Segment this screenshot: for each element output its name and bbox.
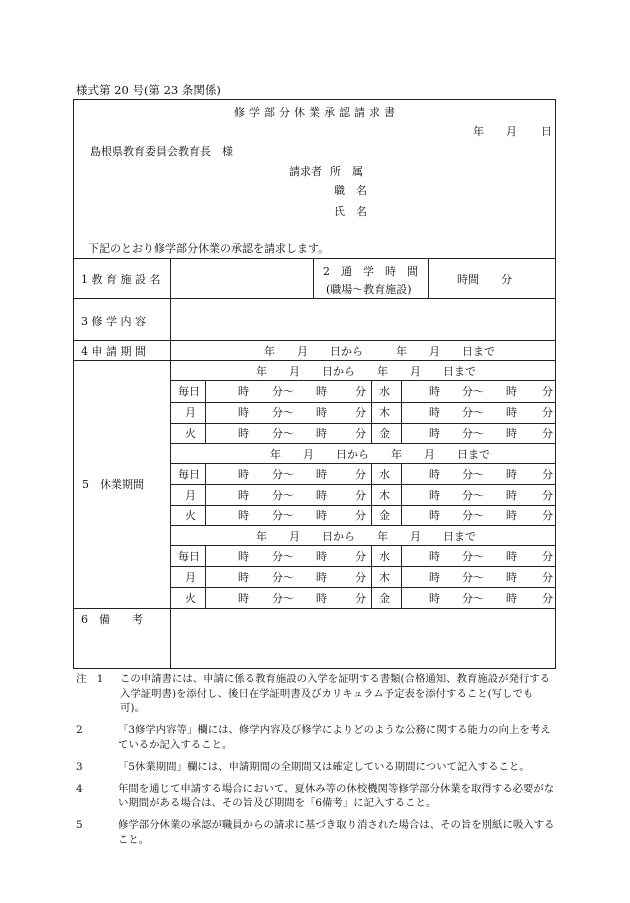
note-text: この申請書には、申請に係る教育施設の入学を証明する書類(合格通知、教育施設が発行する入学証明書)を添付し、後日在学証明書及びカリキュラム予定表を添付すること(写しでも可)。 <box>120 673 551 714</box>
commute-sublabel: (職場～教育施設) <box>326 283 412 296</box>
time-cell-h1: 時 <box>429 406 440 419</box>
time-cell-h1: 時 <box>238 550 249 563</box>
day-right: 水 <box>379 468 390 481</box>
form-title: 修学部分休業承認請求書 <box>234 106 399 119</box>
time-cell-m1: 分～ <box>462 427 484 440</box>
time-cell-h1: 時 <box>238 571 249 584</box>
day-left: 火 <box>185 427 196 440</box>
commute-value: 時間 分 <box>457 273 512 286</box>
time-cell-h2: 時 <box>506 427 517 440</box>
time-cell-h1: 時 <box>429 385 440 398</box>
day-left: 月 <box>185 406 196 419</box>
notes-section <box>76 672 556 855</box>
time-cell-m1: 分～ <box>272 489 294 502</box>
commute-label: 2 通 学 時 間 <box>323 265 418 278</box>
time-cell-m2: 分 <box>355 509 366 522</box>
time-cell-m1: 分～ <box>462 550 484 563</box>
form-number-label: 様式第 20 号(第 23 条関係) <box>76 83 221 97</box>
time-cell-h2: 時 <box>506 406 517 419</box>
time-cell-h2: 時 <box>316 385 327 398</box>
time-cell-h2: 時 <box>316 406 327 419</box>
time-cell-m2: 分 <box>542 592 553 605</box>
time-cell-h1: 時 <box>238 468 249 481</box>
time-cell-m1: 分～ <box>272 385 294 398</box>
day-left: 毎日 <box>178 468 200 481</box>
time-cell-m2: 分 <box>355 427 366 440</box>
request-form-table <box>73 99 556 669</box>
time-cell-m2: 分 <box>355 592 366 605</box>
time-cell-h2: 時 <box>316 427 327 440</box>
note-number: 2 <box>76 724 83 736</box>
time-cell-h2: 時 <box>316 509 327 522</box>
time-cell-m1: 分～ <box>272 427 294 440</box>
day-left: 毎日 <box>178 550 200 563</box>
day-right: 木 <box>379 571 390 584</box>
time-cell-h2: 時 <box>506 592 517 605</box>
time-cell-m2: 分 <box>542 571 553 584</box>
time-cell-m1: 分～ <box>272 571 294 584</box>
time-cell-h1: 時 <box>238 592 249 605</box>
note-number: 4 <box>76 782 83 795</box>
note-5 <box>76 818 556 847</box>
time-cell-m2: 分 <box>542 468 553 481</box>
time-cell-m2: 分 <box>355 406 366 419</box>
time-cell-h2: 時 <box>506 550 517 563</box>
note-text: 「5休業期間」欄には、申請期間の全期間又は確定している期間について記入すること。 <box>118 760 530 773</box>
note-number: 3 <box>76 760 83 773</box>
date-day: 日 <box>541 125 552 138</box>
leave-range-2: 年 月 日から 年 月 日まで <box>270 448 490 461</box>
time-cell-m1: 分～ <box>462 571 484 584</box>
leave-label: 5 休業期間 <box>82 478 144 491</box>
requester-position: 職 名 <box>334 184 367 197</box>
day-left: 毎日 <box>178 385 200 398</box>
time-cell-h2: 時 <box>506 385 517 398</box>
time-cell-h2: 時 <box>316 489 327 502</box>
time-cell-m2: 分 <box>542 406 553 419</box>
time-cell-h1: 時 <box>238 509 249 522</box>
date-month: 月 <box>506 125 517 138</box>
note-text: 「3修学内容等」欄には、修学内容及び修学によりどのような公務に関する能力の向上を考えているか記入すること。 <box>118 724 551 751</box>
time-cell-m2: 分 <box>542 509 553 522</box>
time-cell-m1: 分～ <box>272 509 294 522</box>
note-number: 注 1 <box>76 673 104 685</box>
time-cell-m1: 分～ <box>462 592 484 605</box>
note-number: 5 <box>76 819 83 831</box>
note-3 <box>76 760 556 775</box>
requester-affiliation: 所 属 <box>330 165 363 178</box>
facility-label: 1 教 育 施 設 名 <box>81 273 161 286</box>
day-right: 木 <box>379 406 390 419</box>
time-cell-m2: 分 <box>542 550 553 563</box>
addressee: 島根県教育委員会教育長 様 <box>90 145 233 158</box>
time-cell-h1: 時 <box>429 550 440 563</box>
time-cell-h1: 時 <box>238 427 249 440</box>
time-cell-m2: 分 <box>355 571 366 584</box>
time-cell-h2: 時 <box>506 489 517 502</box>
time-cell-m1: 分～ <box>272 550 294 563</box>
day-left: 月 <box>185 571 196 584</box>
leave-range-1: 年 月 日から 年 月 日まで <box>256 365 476 378</box>
time-cell-m1: 分～ <box>272 468 294 481</box>
requester-name: 氏 名 <box>334 205 367 218</box>
period-label: 4 申 請 期 間 <box>81 345 146 358</box>
time-cell-h2: 時 <box>316 592 327 605</box>
time-cell-m2: 分 <box>355 550 366 563</box>
note-1 <box>76 672 556 716</box>
time-cell-m1: 分～ <box>272 406 294 419</box>
time-cell-h2: 時 <box>316 468 327 481</box>
time-cell-h1: 時 <box>238 385 249 398</box>
time-cell-h1: 時 <box>238 489 249 502</box>
time-cell-h1: 時 <box>429 427 440 440</box>
day-left: 火 <box>185 592 196 605</box>
day-right: 金 <box>379 509 390 522</box>
note-2 <box>76 723 556 752</box>
note-text: 年間を通じて申請する場合において、夏休み等の休校機関等修学部分休業を取得する必要がない期間がある場合は、その旨及び期間を「6備考」に記入すること。 <box>118 782 555 809</box>
day-left: 月 <box>185 489 196 502</box>
leave-range-3: 年 月 日から 年 月 日まで <box>256 530 476 543</box>
time-cell-m1: 分～ <box>462 468 484 481</box>
time-cell-h1: 時 <box>429 509 440 522</box>
note-text: 修学部分休業の承認が職員からの請求に基づき取り消された場合は、その旨を別紙に吸入すること。 <box>118 819 555 846</box>
time-cell-m2: 分 <box>542 427 553 440</box>
time-cell-m1: 分～ <box>462 489 484 502</box>
day-right: 水 <box>379 385 390 398</box>
time-cell-m1: 分～ <box>462 406 484 419</box>
remarks-label: 6 備 考 <box>81 613 143 626</box>
intro-text: 下記のとおり修学部分休業の承認を請求します。 <box>88 242 330 255</box>
time-cell-m2: 分 <box>355 385 366 398</box>
time-cell-h2: 時 <box>506 468 517 481</box>
requester-label: 請求者 <box>289 165 322 178</box>
time-cell-h1: 時 <box>429 592 440 605</box>
time-cell-h1: 時 <box>238 406 249 419</box>
day-left: 火 <box>185 509 196 522</box>
time-cell-h2: 時 <box>316 571 327 584</box>
time-cell-h2: 時 <box>316 550 327 563</box>
day-right: 水 <box>379 550 390 563</box>
time-cell-m1: 分～ <box>462 385 484 398</box>
day-right: 木 <box>379 489 390 502</box>
time-cell-h1: 時 <box>429 468 440 481</box>
time-cell-m2: 分 <box>355 489 366 502</box>
time-cell-m2: 分 <box>542 489 553 502</box>
note-4 <box>76 782 556 811</box>
date-year: 年 <box>473 125 484 138</box>
time-cell-m1: 分～ <box>272 592 294 605</box>
day-right: 金 <box>379 427 390 440</box>
time-cell-m2: 分 <box>355 468 366 481</box>
time-cell-m2: 分 <box>542 385 553 398</box>
time-cell-h2: 時 <box>506 509 517 522</box>
time-cell-h1: 時 <box>429 489 440 502</box>
time-cell-h2: 時 <box>506 571 517 584</box>
time-cell-h1: 時 <box>429 571 440 584</box>
time-cell-m1: 分～ <box>462 509 484 522</box>
day-right: 金 <box>379 592 390 605</box>
content-label: 3 修 学 内 容 <box>81 315 146 328</box>
period-value: 年 月 日から 年 月 日まで <box>264 345 495 358</box>
